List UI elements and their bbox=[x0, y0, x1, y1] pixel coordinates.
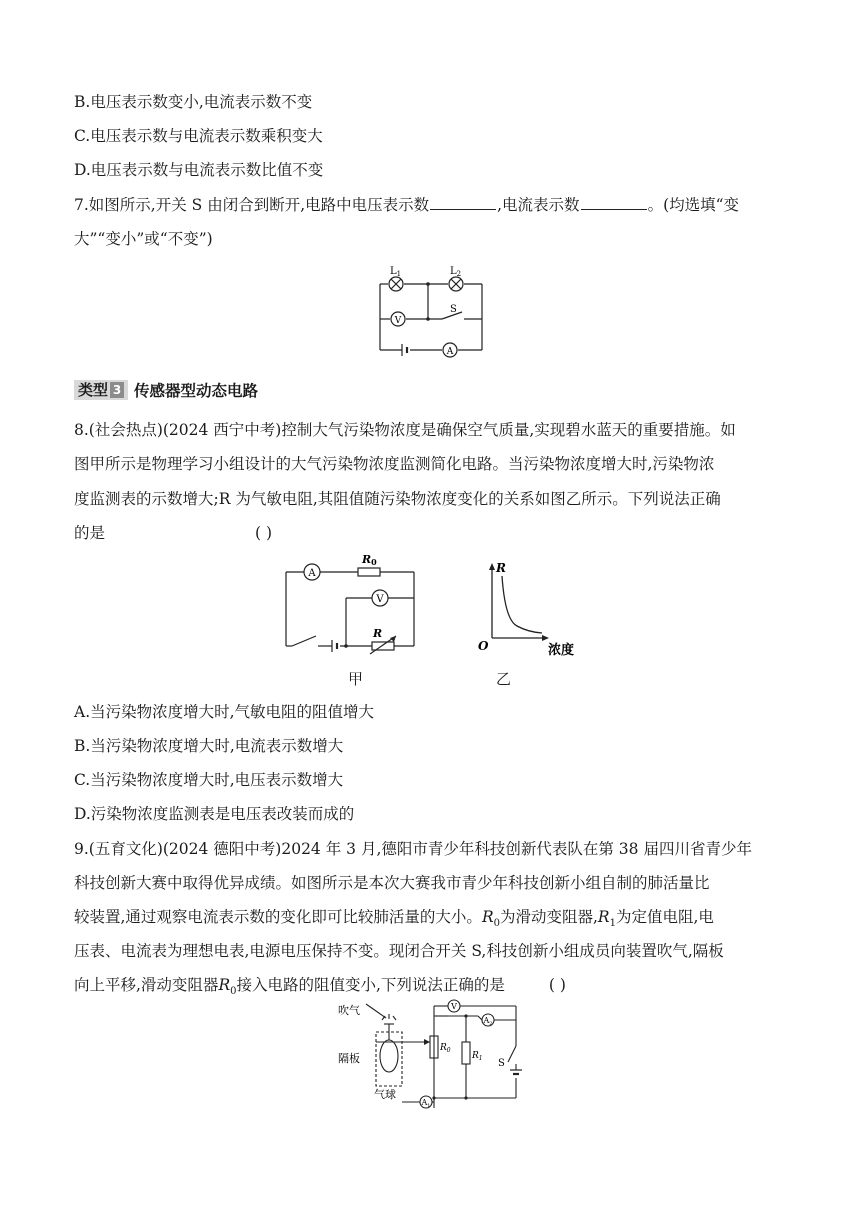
q9-lung-capacity-diagram bbox=[338, 998, 528, 1114]
q8-graph-origin: O bbox=[478, 639, 489, 653]
q8-option-c: C.当污染物浓度增大时,电压表示数增大 bbox=[74, 771, 344, 789]
q8-graph-y-label: R bbox=[496, 561, 506, 575]
q9-switch-label: S bbox=[498, 1058, 505, 1069]
q9-balloon-label: 气球 bbox=[374, 1088, 396, 1101]
q8-option-d: D.污染物浓度监测表是电压表改装而成的 bbox=[74, 805, 355, 823]
q6-option-d: D.电压表示数与电流表示数比值不变 bbox=[74, 161, 324, 179]
q8-caption-yi: 乙 bbox=[496, 670, 512, 688]
section-header bbox=[74, 380, 258, 400]
q8-r0-label: R0 bbox=[362, 553, 377, 567]
q9-stem-line4: 压表、电流表为理想电表,电源电压保持不变。现闭合开关 S,科技创新小组成员向装置吹气,隔板 bbox=[74, 942, 724, 960]
q8-caption-jia: 甲 bbox=[348, 670, 364, 688]
q6-option-c: C.电压表示数与电流表示数乘积变大 bbox=[74, 127, 323, 145]
q7-voltmeter-label: V bbox=[394, 316, 402, 326]
q9-stem-line1: 9.(五育文化)(2024 德阳中考)2024 年 3 月,德阳市青少年科技创新代表队在第 38 届四川省青少年 bbox=[74, 840, 752, 858]
q8-stem-line3: 度监测表的示数增大;R 为气敏电阻,其阻值随污染物浓度变化的关系如图乙所示。下列说法正确 bbox=[74, 490, 721, 508]
q8-stem-line4: 的是 ( ) bbox=[74, 524, 273, 542]
q7-blank-ammeter[interactable] bbox=[581, 195, 647, 210]
q9-ammeter1-label: $A_1$ bbox=[421, 1098, 431, 1109]
section-number: 3 bbox=[110, 382, 124, 398]
q9-blow-label: 吹气 bbox=[338, 1004, 360, 1017]
q8-r-label: R bbox=[373, 627, 383, 640]
q8-option-a: A.当污染物浓度增大时,气敏电阻的阻值增大 bbox=[74, 703, 375, 721]
q9-stem-line5: 向上平移,滑动变阻器$R_0$接入电路的阻值变小,下列说法正确的是 ( ) bbox=[74, 976, 566, 998]
q7-circuit-diagram bbox=[372, 262, 492, 358]
q8-graph-yi bbox=[472, 558, 584, 658]
q7-blank-voltmeter[interactable] bbox=[430, 195, 496, 210]
section-title: 传感器型动态电路 bbox=[134, 382, 259, 400]
q9-stem-line2: 科技创新大赛中取得优异成绩。如图所示是本次大赛我市青少年科技创新小组自制的肺活量比 bbox=[74, 874, 710, 892]
q8-stem-line2: 图甲所示是物理学习小组设计的大气污染物浓度监测简化电路。当污染物浓度增大时,污染物浓 bbox=[74, 455, 715, 473]
section-label: 类型 3 bbox=[74, 380, 128, 400]
q7-lamp1-label: $L_1$ bbox=[390, 266, 402, 278]
q9-stem-line3: 较装置,通过观察电流表示数的变化即可比较肺活量的大小。$R_0$为滑动变阻器$,R_1$为定值电阻,电 bbox=[74, 908, 714, 930]
q9-r1-label: $R_1$ bbox=[472, 1051, 483, 1062]
q7-ammeter-label: A bbox=[446, 347, 454, 357]
q8-option-b: B.当污染物浓度增大时,电流表示数增大 bbox=[74, 737, 344, 755]
q8-circuit-jia bbox=[278, 550, 422, 658]
q8-voltmeter-label: V bbox=[376, 594, 384, 605]
q7-lamp2-label: $L_2$ bbox=[450, 266, 462, 278]
q7-stem-line1: 7.如图所示,开关 S 由闭合到断开,电路中电压表示数 ,电流表示数 。(均选填“变 bbox=[74, 196, 740, 214]
q8-graph-x-label: 浓度 bbox=[548, 643, 575, 658]
q8-answer-paren[interactable]: ( ) bbox=[255, 524, 273, 542]
q9-voltmeter-label: V bbox=[451, 1002, 457, 1011]
q9-r0-label: $R_0$ bbox=[440, 1043, 451, 1054]
q8-stem-line1: 8.(社会热点)(2024 西宁中考)控制大气污染物浓度是确保空气质量,实现碧水蓝天的重要措施。如 bbox=[74, 421, 736, 439]
q9-partition-label: 隔板 bbox=[338, 1052, 360, 1065]
q8-ammeter-label: A bbox=[308, 568, 316, 579]
q6-option-b: B.电压表示数变小,电流表示数不变 bbox=[74, 93, 313, 111]
q7-switch-label: S bbox=[450, 304, 457, 315]
q9-answer-paren[interactable]: ( ) bbox=[548, 976, 566, 994]
q7-stem-line2: 大”“变小”或“不变”) bbox=[74, 230, 213, 248]
q9-ammeter2-label: $A_2$ bbox=[483, 1016, 493, 1027]
